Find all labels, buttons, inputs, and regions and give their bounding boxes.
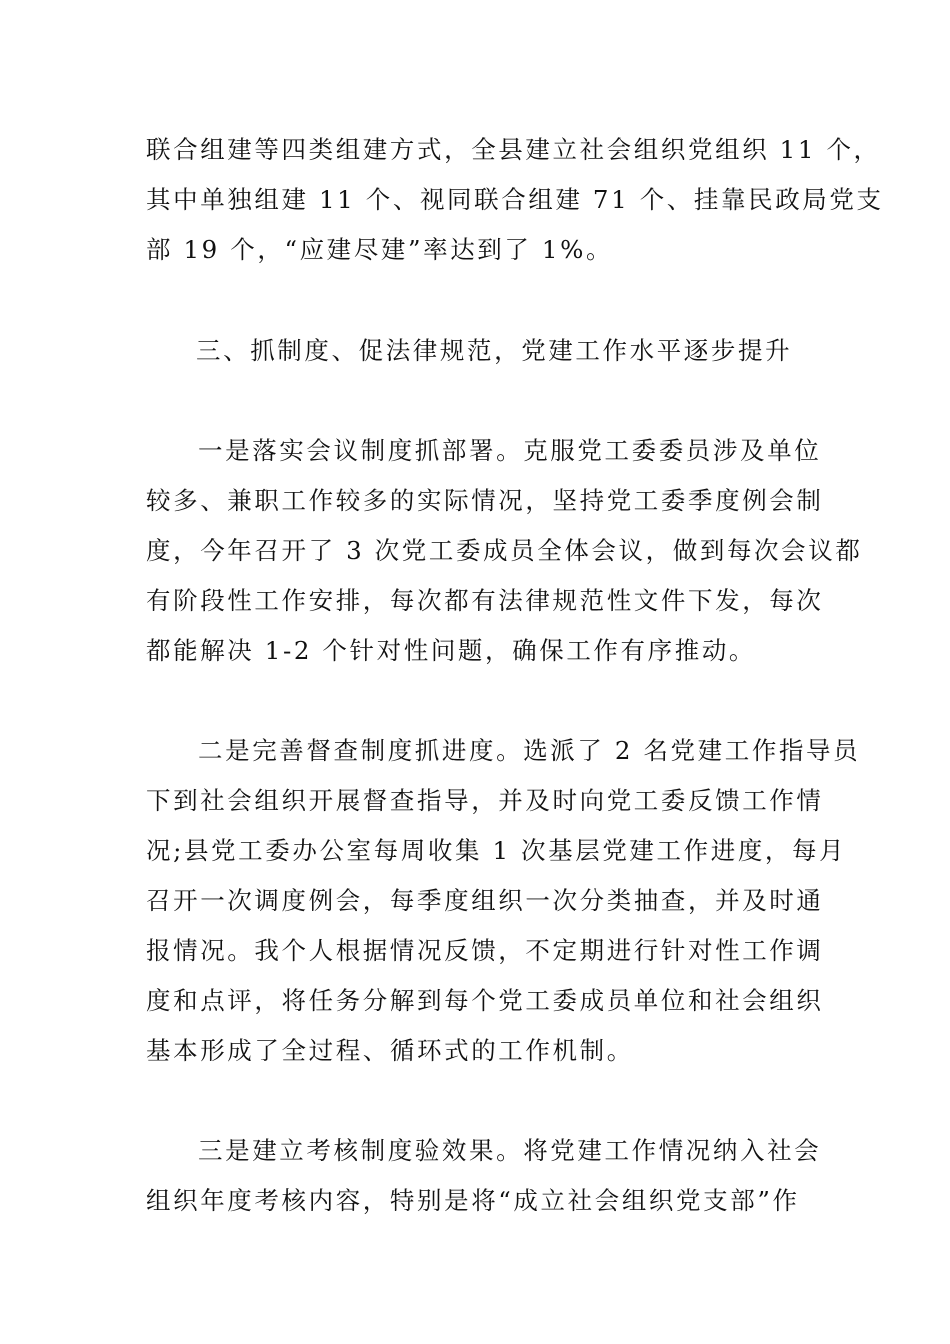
paragraph-line: 联合组建等四类组建方式，全县建立社会组织党组织 11 个，: [146, 135, 881, 164]
paragraph-line: 召开一次调度例会，每季度组织一次分类抽查，并及时通: [146, 886, 824, 915]
paragraph-line: 较多、兼职工作较多的实际情况，坚持党工委季度例会制: [146, 486, 824, 515]
paragraph-line: 都能解决 1-2 个针对性问题，确保工作有序推动。: [146, 636, 757, 665]
paragraph-line: 部 19 个，“应建尽建”率达到了 1%。: [146, 235, 614, 264]
paragraph-line: 三是建立考核制度验效果。将党建工作情况纳入社会: [198, 1136, 822, 1165]
paragraph-line: 下到社会组织开展督查指导，并及时向党工委反馈工作情: [146, 786, 824, 815]
paragraph-line: 有阶段性工作安排，每次都有法律规范性文件下发，每次: [146, 586, 824, 615]
section-heading: 三、抓制度、促法律规范，党建工作水平逐步提升: [196, 336, 793, 365]
paragraph-line: 况;县党工委办公室每周收集 1 次基层党建工作进度，每月: [146, 836, 847, 865]
paragraph-line: 组织年度考核内容，特别是将“成立社会组织党支部”作: [146, 1186, 800, 1215]
paragraph-line: 一是落实会议制度抓部署。克服党工委委员涉及单位: [198, 436, 822, 465]
paragraph-line: 二是完善督查制度抓进度。选派了 2 名党建工作指导员: [198, 736, 861, 765]
paragraph-line: 度和点评，将任务分解到每个党工委成员单位和社会组织: [146, 986, 824, 1015]
paragraph-line: 其中单独组建 11 个、视同联合组建 71 个、挂靠民政局党支: [146, 185, 884, 214]
paragraph-line: 度，今年召开了 3 次党工委成员全体会议，做到每次会议都: [146, 536, 863, 565]
paragraph-line: 基本形成了全过程、循环式的工作机制。: [146, 1036, 634, 1065]
paragraph-line: 报情况。我个人根据情况反馈，不定期进行针对性工作调: [146, 936, 824, 965]
